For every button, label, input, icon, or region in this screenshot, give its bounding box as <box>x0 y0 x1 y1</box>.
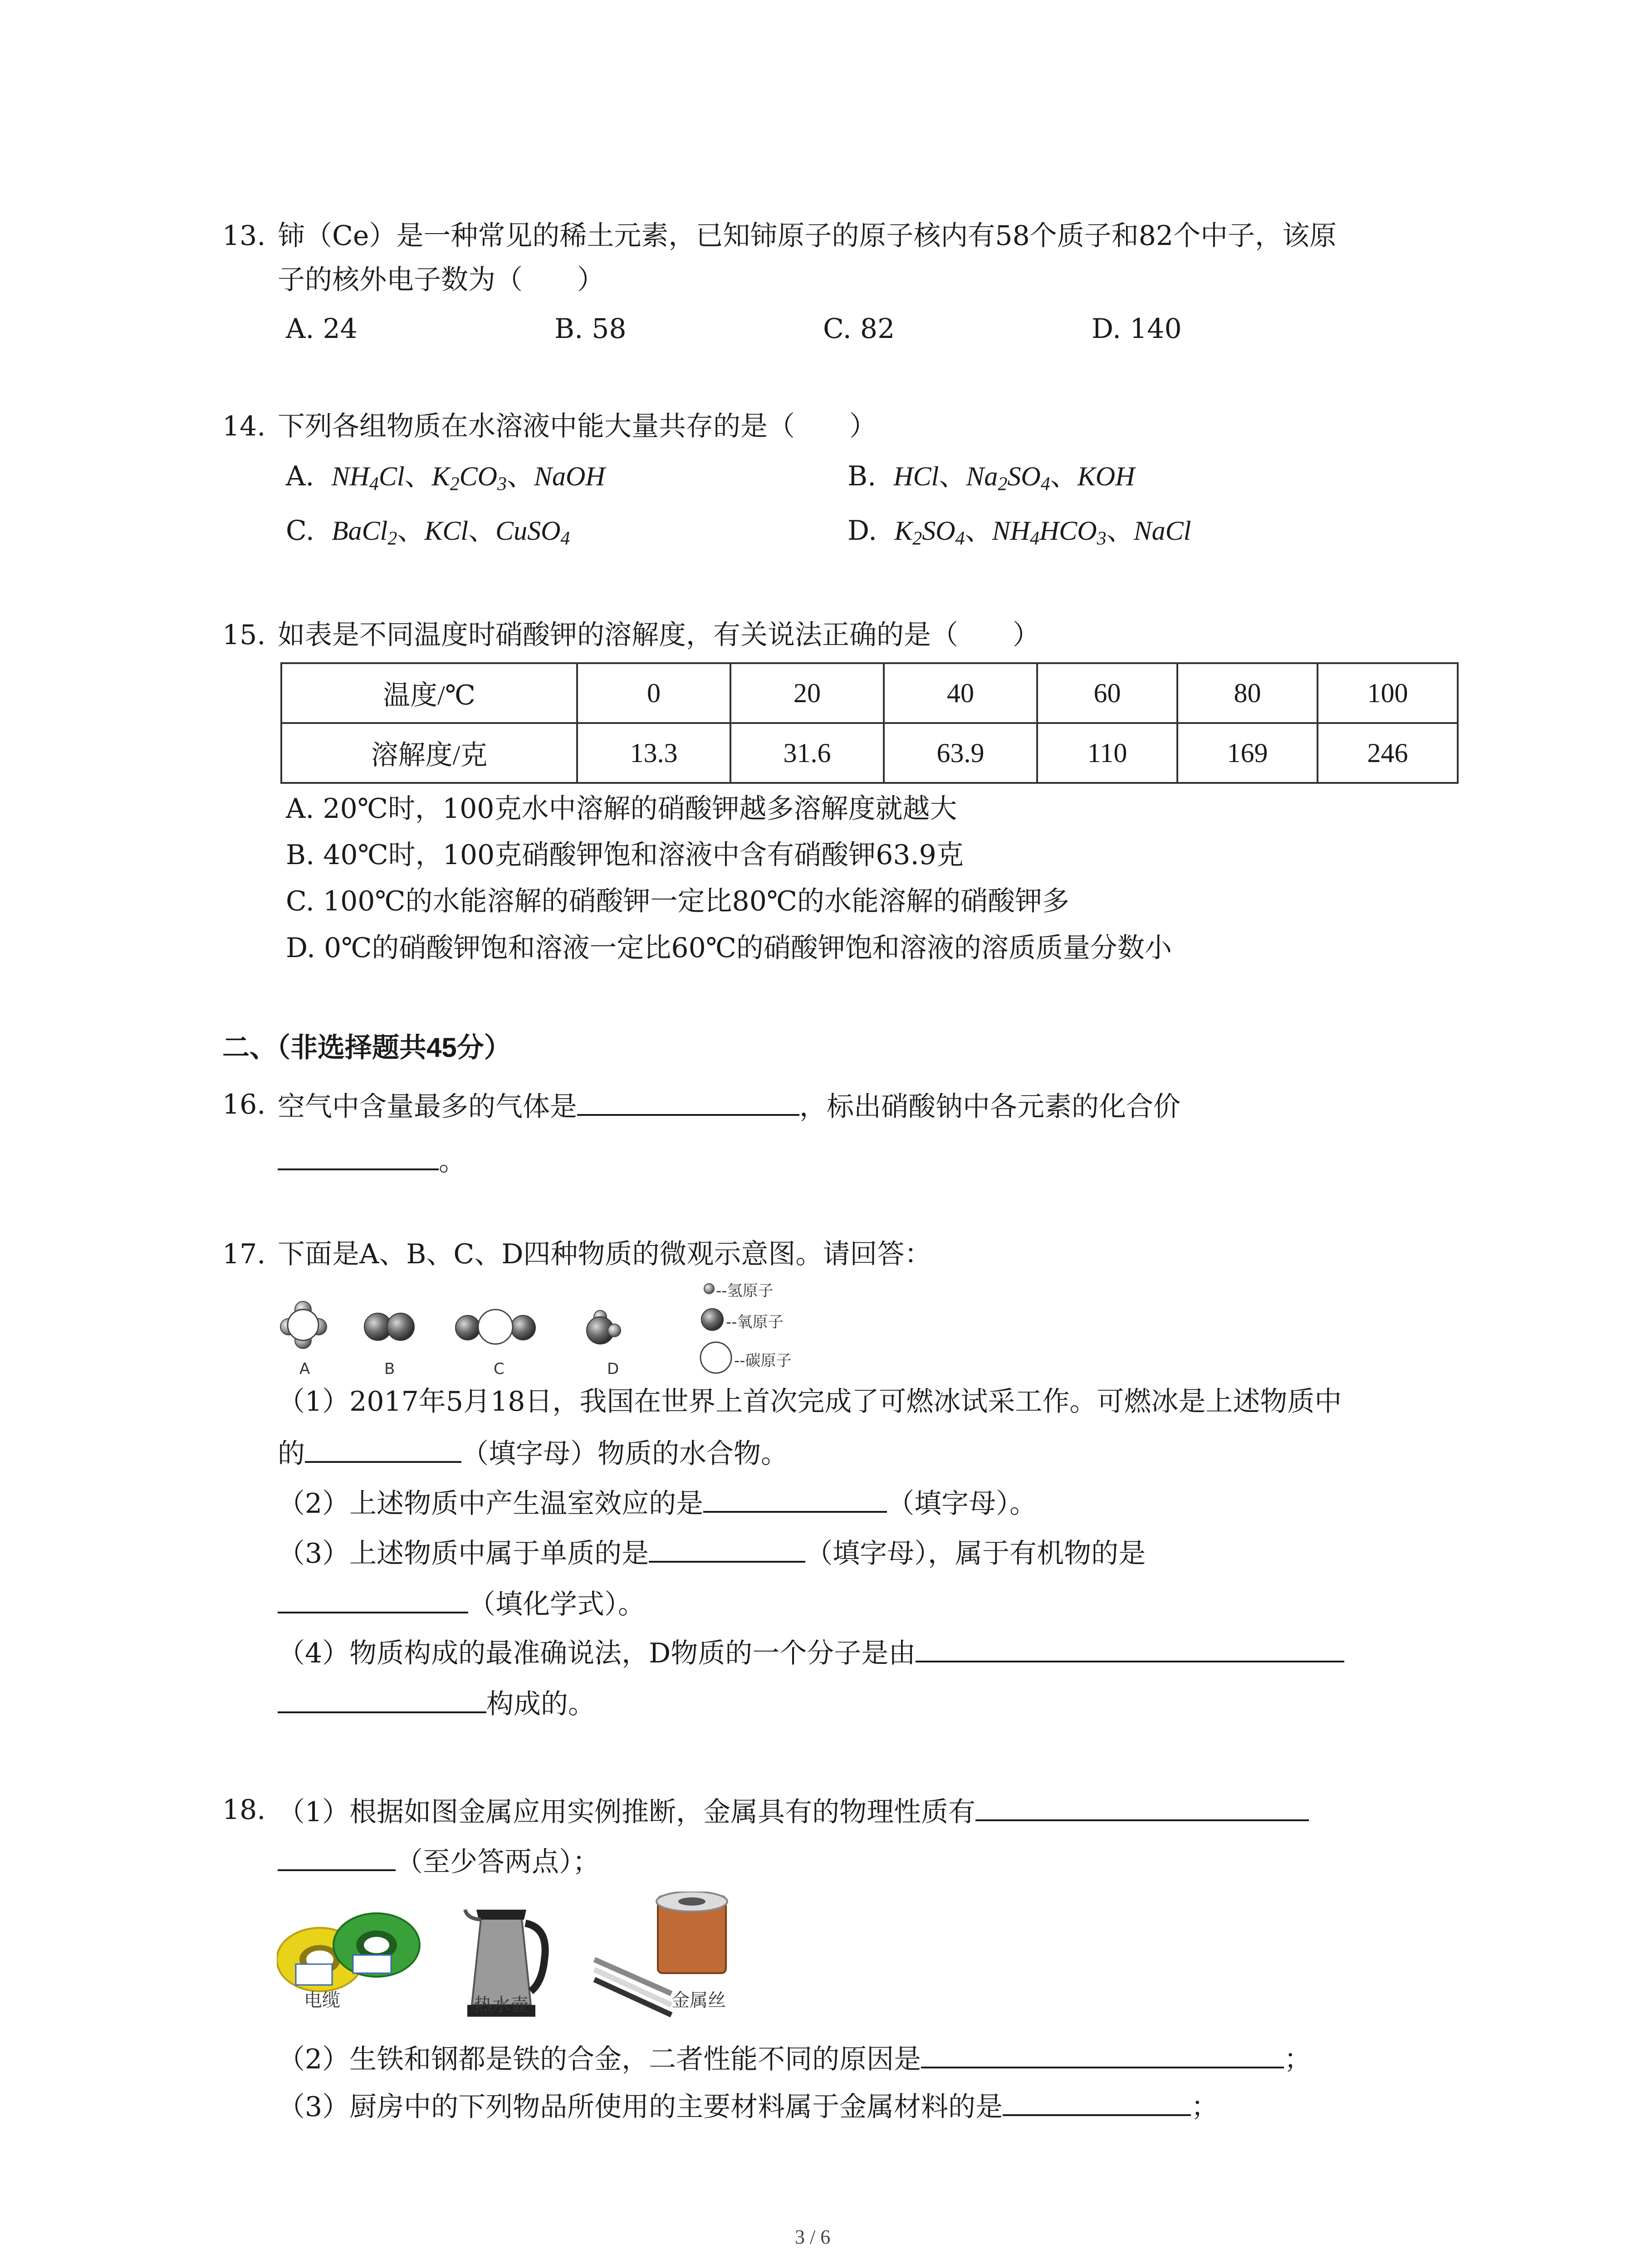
q16-text-part1: 空气中含量最多的气体是 <box>278 1091 577 1123</box>
table-cell: 110 <box>1037 723 1177 783</box>
q17-part3-text-b: （填字母），属于有机物的是 <box>805 1538 1146 1569</box>
q18-part1-text-a: （1）根据如图金属应用实例推断，金属具有的物理性质有 <box>278 1796 976 1828</box>
q18-part1-blank-2[interactable] <box>278 1839 396 1871</box>
molecule-b <box>364 1313 414 1340</box>
page-number: 3 / 6 <box>795 2226 831 2248</box>
table-cell: 60 <box>1037 663 1177 723</box>
q17-stem: 下面是A、B、C、D四种物质的微观示意图。请回答： <box>278 1238 932 1270</box>
q16-text-end: 。 <box>439 1145 466 1177</box>
q18-part2-end: ； <box>1284 2043 1312 2075</box>
q15-option-d: D. 0℃的硝酸钾饱和溶液一定比60℃的硝酸钾饱和溶液的溶质质量分数小 <box>286 932 1172 964</box>
q18-part1-line1 <box>278 1789 1309 1833</box>
q13-option-a: A. 24 <box>286 313 358 345</box>
q15-number: 15. <box>222 619 266 651</box>
image-label-wire: 金属丝 <box>671 1990 726 2011</box>
molecule-a <box>280 1301 327 1349</box>
oxygen-legend-icon <box>701 1309 723 1330</box>
q17-part3-text-a: （3）上述物质中属于单质的是 <box>278 1538 649 1569</box>
q15-option-c: C. 100℃的水能溶解的硝酸钾一定比80℃的水能溶解的硝酸钾多 <box>286 885 1070 917</box>
q17-part4-blank-1[interactable] <box>916 1631 1344 1662</box>
q17-part3-line1 <box>278 1531 1146 1574</box>
q18-part3-blank[interactable] <box>1003 2084 1191 2116</box>
table-cell: 80 <box>1177 663 1318 723</box>
q18-part2-text: （2）生铁和钢都是铁的合金，二者性能不同的原因是 <box>278 2043 921 2075</box>
q16-number: 16. <box>222 1089 266 1120</box>
q14-number: 14. <box>222 411 266 442</box>
q13-option-c: C. 82 <box>823 313 895 345</box>
q13-option-b: B. 58 <box>554 313 627 345</box>
q18-part3-text: （3）厨房中的下列物品所使用的主要材料属于金属材料的是 <box>278 2091 1003 2123</box>
molecule-c <box>456 1310 535 1344</box>
legend-oxygen-label: --氧原子 <box>726 1313 784 1331</box>
q16-text-part2: ，标出硝酸钠中各元素的化合价 <box>799 1091 1181 1123</box>
molecule-label-d: D <box>607 1360 619 1378</box>
q16-answer-blank-1[interactable] <box>577 1084 799 1116</box>
q16-line2 <box>278 1139 466 1182</box>
q17-part1-blank[interactable] <box>305 1431 461 1463</box>
q17-part3-blank-1[interactable] <box>649 1531 805 1563</box>
q18-part3-end: ； <box>1191 2091 1219 2123</box>
table-row <box>281 663 1458 723</box>
table-cell: 169 <box>1177 723 1318 783</box>
molecule-d <box>587 1310 621 1344</box>
carbon-legend-icon <box>700 1342 731 1373</box>
q14-stem: 下列各组物质在水溶液中能大量共存的是（ ） <box>278 411 877 442</box>
image-label-kettle: 热水壶 <box>474 1994 529 2015</box>
q17-part2-text-a: （2）上述物质中产生温室效应的是 <box>278 1488 704 1520</box>
q18-part2 <box>278 2037 1311 2080</box>
q17-part2-text-b: （填字母）。 <box>887 1488 1037 1520</box>
molecule-label-c: C <box>494 1360 505 1378</box>
q17-part4-line1 <box>278 1631 1344 1674</box>
q15-option-a: A. 20℃时，100克水中溶解的硝酸钾越多溶解度就越大 <box>286 793 957 825</box>
image-label-cable: 电缆 <box>304 1990 340 2011</box>
molecule-label-a: A <box>299 1360 310 1378</box>
q14-option-a-label: A. <box>286 460 314 492</box>
q18-number: 18. <box>222 1794 266 1826</box>
q18-part2-blank[interactable] <box>921 2037 1284 2068</box>
table-cell: 13.3 <box>577 723 730 783</box>
cable-icon <box>277 1913 420 1991</box>
q17-part4-text-a: （4）物质构成的最准确说法，D物质的一个分子是由 <box>278 1637 916 1669</box>
q14-option-d-label: D. <box>847 515 877 547</box>
q14-option-c: C. BaCl$_2$、KCl、CuSO$_4$ <box>286 515 570 549</box>
q14-option-d: D. $K_2SO_4$、$NH_4HCO_3$、NaCl <box>847 515 1191 549</box>
q13-number: 13. <box>222 220 266 252</box>
q15-stem: 如表是不同温度时硝酸钾的溶解度，有关说法正确的是（ ） <box>278 619 1040 651</box>
q17-part3-line2 <box>278 1582 645 1625</box>
q18-part1-blank-1[interactable] <box>975 1789 1309 1821</box>
table-header-temperature: 温度/℃ <box>281 663 577 723</box>
q14-option-b-label: B. <box>847 460 877 492</box>
legend-hydrogen-label: --氢原子 <box>716 1282 774 1300</box>
q13-option-d: D. 140 <box>1092 313 1182 345</box>
q17-part4-text-b: 构成的。 <box>486 1688 595 1720</box>
table-cell: 100 <box>1318 663 1458 723</box>
q14-option-a: A. $NH_4Cl$、$K_2CO_3$、NaOH <box>286 460 605 495</box>
q16-answer-blank-2[interactable] <box>278 1139 439 1170</box>
legend-carbon-label: --碳原子 <box>734 1352 792 1370</box>
q17-part1-text-a: 的 <box>278 1438 305 1470</box>
q13-stem-line1: 铈（Ce）是一种常见的稀土元素，已知铈原子的原子核内有58个质子和82个中子，该原 <box>278 220 1337 252</box>
q17-part4-blank-2[interactable] <box>278 1681 486 1713</box>
q17-part1-line1: （1）2017年5月18日，我国在世界上首次完成了可燃冰试采工作。可燃冰是上述物质中 <box>278 1386 1342 1418</box>
table-cell: 246 <box>1318 723 1458 783</box>
q16-line1 <box>278 1084 1181 1127</box>
q14-option-b: B. HCl、$Na_2SO_4$、KOH <box>847 460 1135 495</box>
q18-part3 <box>278 2084 1218 2127</box>
hydrogen-legend-icon <box>704 1284 714 1294</box>
table-cell: 63.9 <box>884 723 1037 783</box>
q17-part1-line2 <box>278 1431 788 1474</box>
molecule-label-b: B <box>384 1360 395 1378</box>
table-row <box>281 723 1458 783</box>
q14-option-c-label: C. <box>286 515 314 547</box>
q17-part3-blank-2[interactable] <box>278 1582 468 1613</box>
q18-part1-text-b: （至少答两点）； <box>396 1846 600 1878</box>
q18-part1-line2 <box>278 1839 600 1882</box>
table-header-solubility: 溶解度/克 <box>281 723 577 783</box>
q17-part4-line2 <box>278 1681 595 1725</box>
q17-part1-text-b: （填字母）物质的水合物。 <box>461 1438 788 1470</box>
section-heading: 二、（非选择题共45分） <box>222 1032 511 1063</box>
q15-option-b: B. 40℃时，100克硝酸钾饱和溶液中含有硝酸钾63.9克 <box>286 839 964 871</box>
q17-part3-text-c: （填化学式）。 <box>468 1589 645 1620</box>
q17-part2 <box>278 1481 1037 1524</box>
solubility-table <box>280 662 1459 784</box>
table-cell: 40 <box>884 663 1037 723</box>
table-cell: 0 <box>577 663 730 723</box>
q13-stem-line2: 子的核外电子数为（ ） <box>278 264 604 296</box>
q17-part2-blank[interactable] <box>703 1481 887 1513</box>
q17-number: 17. <box>222 1238 266 1270</box>
table-cell: 31.6 <box>730 723 884 783</box>
table-cell: 20 <box>730 663 884 723</box>
